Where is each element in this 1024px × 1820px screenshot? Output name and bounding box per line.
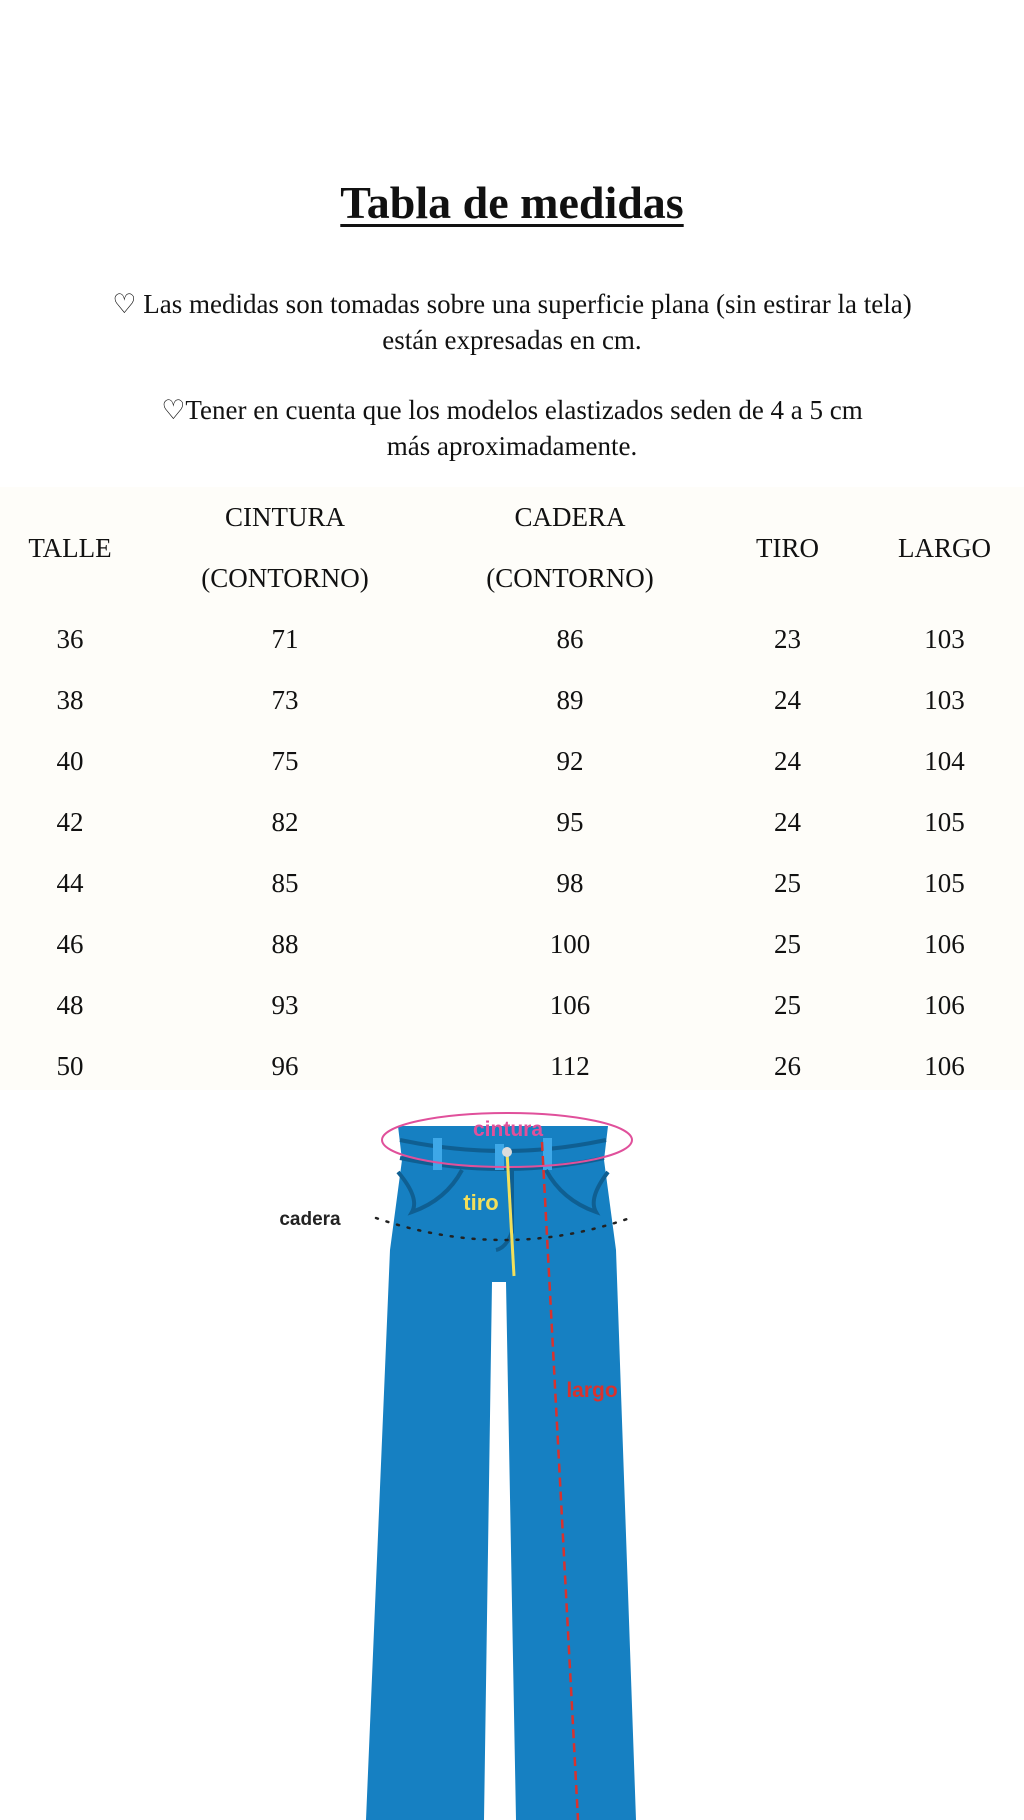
- header-largo: LARGO: [898, 532, 991, 563]
- cell-largo: 103: [924, 685, 965, 715]
- cell-tiro: 25: [774, 990, 801, 1020]
- cell-cadera: 98: [556, 868, 584, 898]
- note-line: ♡ Las medidas son tomadas sobre una superficie plana (sin estirar la tela): [112, 289, 912, 319]
- jeans-silhouette: [366, 1126, 636, 1820]
- table-row: [0, 1036, 1024, 1097]
- cell-largo: 106: [924, 990, 965, 1020]
- cell-largo: 106: [924, 1051, 965, 1081]
- cell-cadera: 89: [556, 685, 584, 715]
- note-flat-surface: [30, 286, 994, 358]
- cell-cadera: 86: [556, 624, 584, 654]
- table-row: [0, 853, 1024, 914]
- cell-cintura: 96: [271, 1051, 299, 1081]
- table-row: [0, 731, 1024, 792]
- largo-label: largo: [566, 1379, 618, 1402]
- cell-cintura: 82: [271, 807, 299, 837]
- header-cintura: CINTURA (CONTORNO): [201, 502, 369, 593]
- cell-tiro: 25: [774, 929, 801, 959]
- cell-cadera: 112: [550, 1051, 590, 1081]
- cell-cintura: 93: [271, 990, 299, 1020]
- cell-tiro: 23: [774, 624, 801, 654]
- cell-tiro: 26: [774, 1051, 801, 1081]
- cell-talle: 46: [56, 929, 84, 959]
- cell-tiro: 25: [774, 868, 801, 898]
- cell-cadera: 95: [556, 807, 584, 837]
- belt-loop: [433, 1138, 442, 1170]
- cell-talle: 36: [56, 624, 84, 654]
- cell-cintura: 73: [271, 685, 299, 715]
- cell-largo: 103: [924, 624, 965, 654]
- cell-cadera: 92: [556, 746, 584, 776]
- cell-largo: 104: [924, 746, 965, 776]
- cell-talle: 50: [56, 1051, 84, 1081]
- cell-cadera: 100: [549, 929, 591, 959]
- cell-cintura: 85: [271, 868, 299, 898]
- cell-tiro: 24: [774, 746, 801, 776]
- cell-largo: 105: [924, 868, 965, 898]
- note-line: están expresadas en cm.: [382, 325, 642, 355]
- cell-cintura: 88: [271, 929, 299, 959]
- cell-cadera: 106: [549, 990, 591, 1020]
- cadera-label: cadera: [279, 1209, 341, 1230]
- header-cadera: CADERA (CONTORNO): [486, 502, 654, 593]
- cell-tiro: 24: [774, 807, 801, 837]
- jeans-measurement-diagram: [270, 1100, 750, 1820]
- header-tiro: TIRO: [756, 532, 819, 563]
- cell-cintura: 71: [271, 624, 299, 654]
- cintura-label: cintura: [472, 1118, 544, 1141]
- note-line: más aproximadamente.: [386, 431, 638, 461]
- table-row: [0, 609, 1024, 670]
- page-title: Tabla de medidas: [340, 177, 684, 228]
- tiro-dot: [502, 1147, 512, 1157]
- cell-largo: 105: [924, 807, 965, 837]
- cell-largo: 106: [924, 929, 965, 959]
- table-row: [0, 914, 1024, 975]
- cell-talle: 42: [56, 807, 84, 837]
- table-header-row: [0, 487, 1024, 609]
- cell-talle: 48: [56, 990, 84, 1020]
- cell-tiro: 24: [774, 685, 801, 715]
- table-row: [0, 792, 1024, 853]
- size-table: [0, 487, 1024, 1090]
- table-row: [0, 670, 1024, 731]
- note-elastic: [30, 392, 994, 464]
- cell-talle: 38: [56, 685, 84, 715]
- note-line: ♡Tener en cuenta que los modelos elastizados seden de 4 a 5 cm: [161, 395, 863, 425]
- cell-cintura: 75: [271, 746, 299, 776]
- table-row: [0, 975, 1024, 1036]
- tiro-label: tiro: [463, 1190, 499, 1215]
- cell-talle: 40: [56, 746, 84, 776]
- header-talle: TALLE: [28, 532, 112, 563]
- cell-talle: 44: [56, 868, 84, 898]
